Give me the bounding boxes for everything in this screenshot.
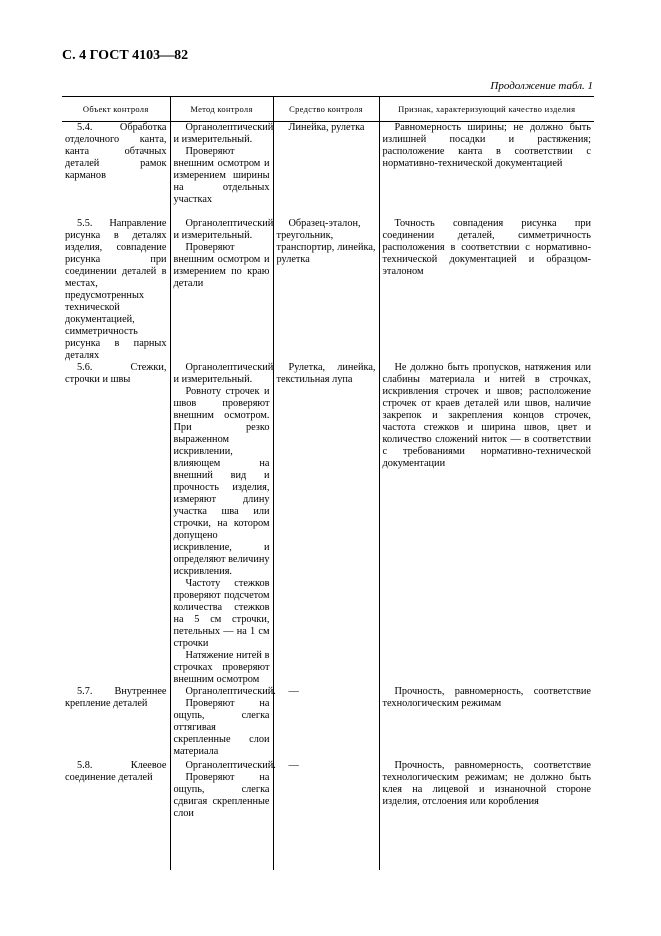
table-row [62, 122, 594, 219]
control-table [62, 96, 594, 870]
object-cell: 5.5. Направление рисунка в деталях изделия, совпадение рисунка при соединении деталей в местах, предусмотренных технической документацией, симметричность рисунка в парных деталях [65, 218, 167, 361]
object-cell: 5.6. Стежки, строчки и швы [65, 362, 167, 385]
table-row [62, 218, 594, 362]
criterion-cell: Равномерность ширины; не должно быть излишней посадки и растяжения; расположение канта в соответствии с нормативно-технической документацией [379, 122, 594, 219]
table-continuation-label: Продолжение табл. 1 [490, 80, 593, 92]
table-row [62, 686, 594, 760]
column-header-criterion: Признак, характеризующий качество изделия [379, 97, 594, 122]
criterion-cell: Точность совпадения рисунка при соединении деталей, симметричность расположения в соответствии с нормативно-технической документацией и образцом-эталоном [379, 218, 594, 362]
table-row [62, 760, 594, 870]
object-cell: 5.8. Клеевое соединение деталей [65, 760, 167, 783]
object-cell: 5.7. Внутреннее крепление деталей [65, 686, 167, 709]
means-cell: Рулетка, линейка, текстильная лупа [273, 362, 379, 686]
table-row [62, 362, 594, 686]
criterion-cell: Прочность, равномерность, соответствие технологическим режимам [379, 686, 594, 760]
method-cell: Органолептический и измерительный. Ровноту строчек и швов проверяют внешним осмотром. При резко выраженном искривлении, влияющем на внешний вид и прочность изделия, измеряют длину участка шва или строчки, на котором допущено искривление, и определяют величину искривления. Частоту стежков проверяют подсчетом количества стежков на 5 см строчки, петельных — на 1 см строчки Натяжение нитей в строчках проверяют внешним осмотром [170, 362, 273, 686]
means-cell: — [273, 686, 379, 760]
method-cell: Органолептический. Проверяют на ощупь, слегка сдвигая скрепленные слои [170, 760, 273, 870]
object-cell: 5.4. Обработка отделочного канта, канта обтачных деталей рамок карманов [65, 122, 167, 181]
column-header-object: Объект контроля [62, 97, 170, 122]
page-title: С. 4 ГОСТ 4103—82 [62, 48, 189, 63]
means-cell: Линейка, рулетка [273, 122, 379, 219]
criterion-cell: Не должно быть пропусков, натяжения или слабины материала и нитей в строчках, искривления строчек и швов; расположение строчек от краев деталей или швов, наличие закрепок и закрепления концов строчек, частота стежков и ширина швов, цвет и количество сложений ниток — в соответствии с требованиями нормативно-технической документации [379, 362, 594, 686]
means-cell: — [273, 760, 379, 870]
column-header-method: Метод контроля [170, 97, 273, 122]
table-header-row [62, 97, 594, 122]
criterion-cell: Прочность, равномерность, соответствие технологическим режимам; не должно быть клея на лицевой и изнаночной стороне изделия, отслоения или коробления [379, 760, 594, 870]
means-cell: Образец-эталон, треугольник, транспортир, линейка, рулетка [273, 218, 379, 362]
method-cell: Органолептический и измерительный. Проверяют внешним осмотром и измерением ширины на отдельных участках [170, 122, 273, 219]
column-header-means: Средство контроля [273, 97, 379, 122]
method-cell: Органолептический и измерительный. Проверяют внешним осмотром и измерением по краю детали [170, 218, 273, 362]
method-cell: Органолептический. Проверяют на ощупь, слегка оттягивая скрепленные слои материала [170, 686, 273, 760]
